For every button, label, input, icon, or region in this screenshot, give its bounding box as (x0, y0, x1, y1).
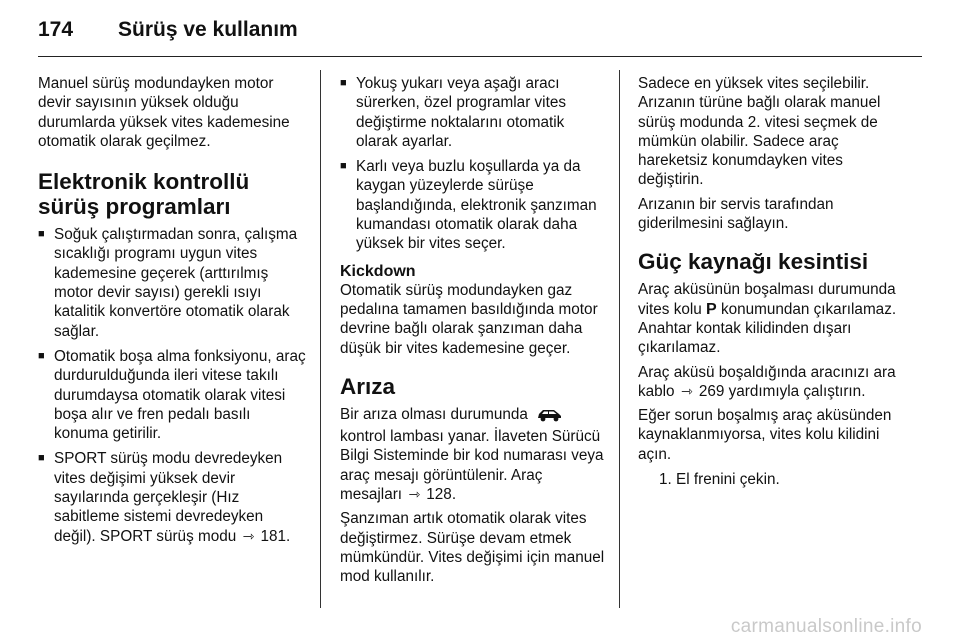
heading-fault: Arıza (340, 373, 396, 399)
list-item: ■ Soğuk çalıştırmadan sonra, çalışma sıcaklığı programı uygun vites kademesine geçerek (arttırılmış motor devir sayısı) gerekli ısıyı katalitik konvertöre otomatik olarak sağlar. (38, 225, 308, 341)
page-header (38, 18, 298, 48)
power-paragraph (638, 280, 910, 357)
column-divider (619, 70, 620, 608)
fault-text: Bir arıza olması durumunda (340, 405, 528, 423)
arrow-reference-icon: ⇾ (680, 382, 693, 399)
gear-position-p: P (706, 300, 717, 318)
power-text: Araç aküsünün boşalması durumunda vites kolu (638, 281, 896, 318)
fault-paragraph: Arızanın bir servis tarafından giderilmesini sağlayın. (638, 195, 834, 233)
page-reference[interactable]: 269 yardımıyla çalıştırın. (698, 382, 866, 400)
fault-paragraph: Sadece en yüksek vites seçilebilir. Arızanın türüne bağlı olarak manuel sürüş modunda 2. vitesi seçmek de mümkün olabilir. Sadece araç hareketsiz konumdayken vites değiştirin. (638, 75, 881, 189)
list-item: ■ Yokuş yukarı veya aşağı aracı sürerken, özel programlar vites değiştirme noktalarını otomatik olarak ayarlar. (340, 74, 608, 151)
list-item-text: SPORT sürüş modu devredeyken vites değişimi yüksek devir sayılarında gerçekleşir (Hız sabitleme sistemi devredeyken değil). SPORT sürüş modu (54, 450, 283, 545)
fault-text: kontrol lambası yanar. İlaveten Sürücü Bilgi Sisteminde bir kod numarası veya araç mesajı görüntülenir. Araç mesajları (340, 428, 604, 504)
fault-paragraph: Şanzıman artık otomatik olarak vites değiştirmez. Sürüşe devam etmek mümkündür. Vites değişimi için manuel mod kullanılır. (340, 510, 605, 586)
fault-paragraph (340, 405, 608, 504)
power-paragraph (638, 363, 910, 402)
steps-list (638, 470, 910, 489)
page-reference[interactable]: 128. (426, 486, 457, 504)
heading-power-interruption: Güç kaynağı kesintisi (638, 249, 869, 275)
power-text: Araç aküsü boşaldığında aracınızı ara kablo (638, 363, 896, 400)
page-reference[interactable]: 181. (260, 527, 291, 545)
list-item: ■ Otomatik boşa alma fonksiyonu, araç durdurulduğunda ileri vitese takılı durumdaysa otomatik olarak vitesi boşa alır ve fren pedalı basılı konuma getirilir. (38, 347, 308, 443)
column-1 (38, 74, 308, 552)
arrow-reference-icon: ⇾ (408, 486, 421, 503)
column-divider (320, 70, 321, 608)
power-text: konumundan çıkarılamaz. Anahtar kontak kilidinden dışarı çıkarılamaz. (638, 300, 897, 357)
list-item (38, 449, 308, 545)
intro-paragraph: Manuel sürüş modundayken motor devir sayısının yüksek olduğu durumlarda yüksek vites kademesine otomatik olarak geçilmez. (38, 75, 290, 150)
car-warning-icon (536, 407, 562, 427)
program-list-continued (340, 74, 608, 254)
heading-electronic-programs: Elektronik kontrollü sürüş programları (38, 169, 250, 220)
watermark: carmanualsonline.info (730, 616, 922, 637)
page-number: 174 (38, 18, 74, 41)
section-title: Sürüş ve kullanım (118, 18, 298, 41)
kickdown-paragraph: Otomatik sürüş modundayken gaz pedalına tamamen basıldığında motor devrine bağlı olarak şanzıman daha düşük bir vites kademesine geçer. (340, 281, 598, 357)
column-2 (340, 74, 608, 592)
power-paragraph: Eğer sorun boşalmış araç aküsünden kaynaklanmıyorsa, vites kolu kilidini açın. (638, 407, 892, 463)
step-item: 1. El frenini çekin. (676, 470, 910, 489)
column-3 (638, 74, 910, 495)
arrow-reference-icon: ⇾ (242, 527, 255, 544)
heading-kickdown: Kickdown (340, 262, 416, 280)
list-item: ■ Karlı veya buzlu koşullarda ya da kaygan yüzeylerde sürüşe başlandığında, elektronik şanzıman kumandası otomatik olarak daha yüksek bir vites seçer. (340, 157, 608, 253)
header-rule (38, 56, 922, 57)
program-list (38, 225, 308, 546)
